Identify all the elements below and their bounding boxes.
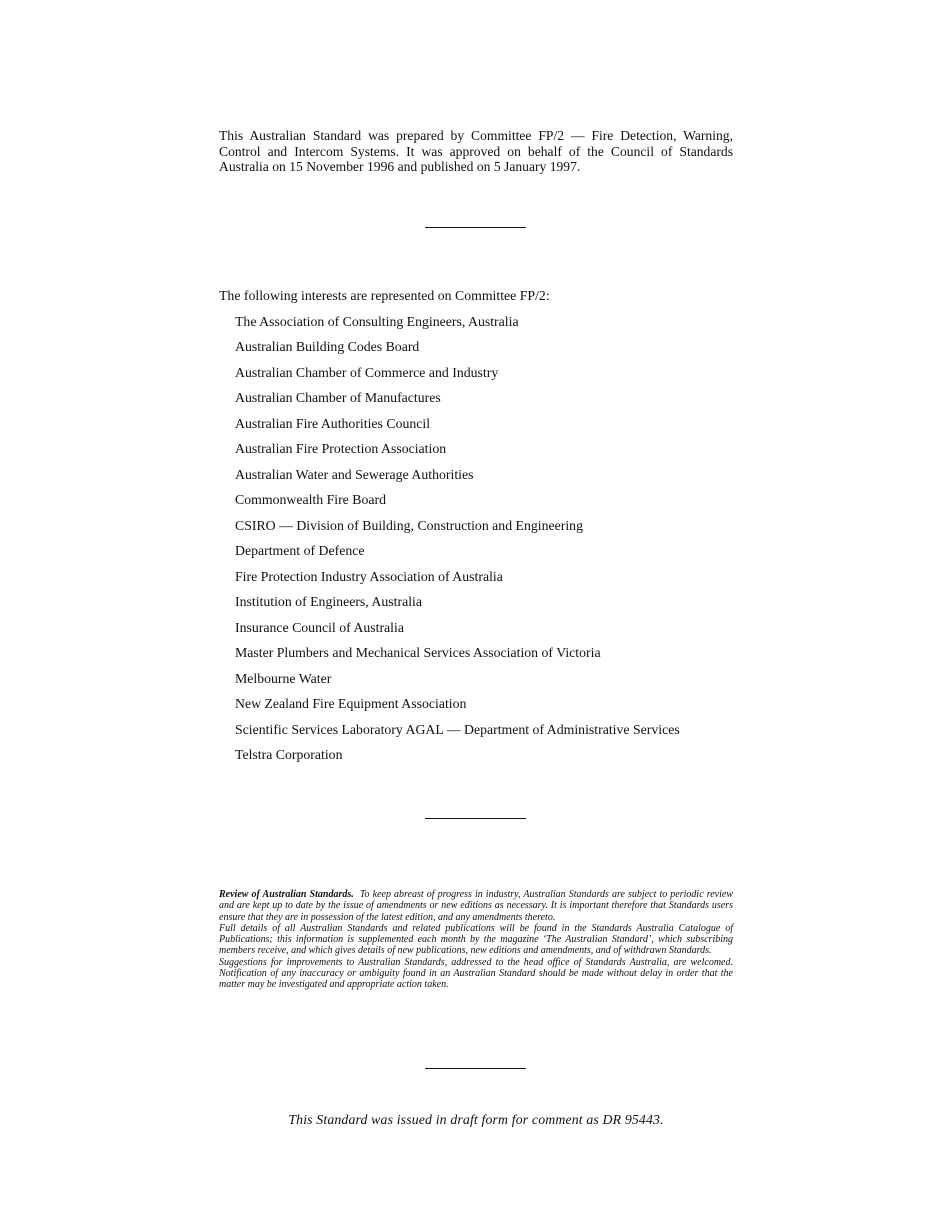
interest-item: CSIRO — Division of Building, Construction and Engineering <box>235 517 583 533</box>
review-of-standards-notice <box>219 889 733 991</box>
interest-item: Telstra Corporation <box>235 747 343 762</box>
interest-item: Scientific Services Laboratory AGAL — Department of Administrative Services <box>235 721 680 737</box>
interest-item: The Association of Consulting Engineers, Australia <box>235 313 519 329</box>
document-page <box>219 0 733 1230</box>
interest-item: Melbourne Water <box>235 670 332 686</box>
interest-item: Department of Defence <box>235 543 365 558</box>
interest-item: Australian Fire Protection Association <box>235 441 447 456</box>
interest-item: Australian Building Codes Board <box>235 339 420 354</box>
interest-item: Master Plumbers and Mechanical Services Association of Victoria <box>235 645 601 660</box>
review-paragraph-2: Full details of all Australian Standards and related publications will be found in the Standards Australia Catalogue of Publications; this information is supplemented each month by the magazine ‘The Australian Standard’, which subscribing members receive, and which gives details of new publications, new editions and amendments, and of withdrawn Standards. <box>219 922 733 957</box>
review-paragraph-1 <box>219 889 733 923</box>
interest-item: Australian Chamber of Manufactures <box>235 390 441 405</box>
interest-item: Australian Chamber of Commerce and Industry <box>235 364 499 380</box>
interest-item: Fire Protection Industry Association of Australia <box>235 568 503 584</box>
interest-item: Australian Fire Authorities Council <box>235 415 431 431</box>
interest-item: Insurance Council of Australia <box>235 619 404 635</box>
committee-interests-list <box>235 313 680 772</box>
preamble-paragraph: This Australian Standard was prepared by Committee FP/2 — Fire Detection, Warning, Control and Intercom Systems. It was approved on behalf of the Council of Standards Australia on 15 November 1996 and published on 5 January 1997. <box>219 128 733 174</box>
draft-notice: This Standard was issued in draft form for comment as DR 95443. <box>288 1112 664 1127</box>
interest-item: Commonwealth Fire Board <box>235 492 386 507</box>
review-paragraph-3: Suggestions for improvements to Australian Standards, addressed to the head office of Standards Australia, are welcomed. Notification of any inaccuracy or ambiguity found in an Australian Standard should be made without delay in order that the matter may be investigated and appropriate action taken. <box>219 956 733 991</box>
interest-item: Institution of Engineers, Australia <box>235 594 422 609</box>
section-divider <box>425 1068 526 1069</box>
interest-item: New Zealand Fire Equipment Association <box>235 696 467 711</box>
review-heading: Review of Australian Standards. <box>219 889 354 900</box>
section-divider <box>425 227 526 228</box>
interest-item: Australian Water and Sewerage Authorities <box>235 466 474 482</box>
review-text-1: To keep abreast of progress in industry, Australian Standards are subject to periodic review and are kept up to date by the issue of amendments or new editions as necessary. It is important therefore that Standards users ensure that they are in possession of the latest edition, and any amendments thereto. <box>219 889 733 923</box>
committee-interests-intro: The following interests are represented on Committee FP/2: <box>219 288 550 303</box>
section-divider <box>425 818 526 819</box>
